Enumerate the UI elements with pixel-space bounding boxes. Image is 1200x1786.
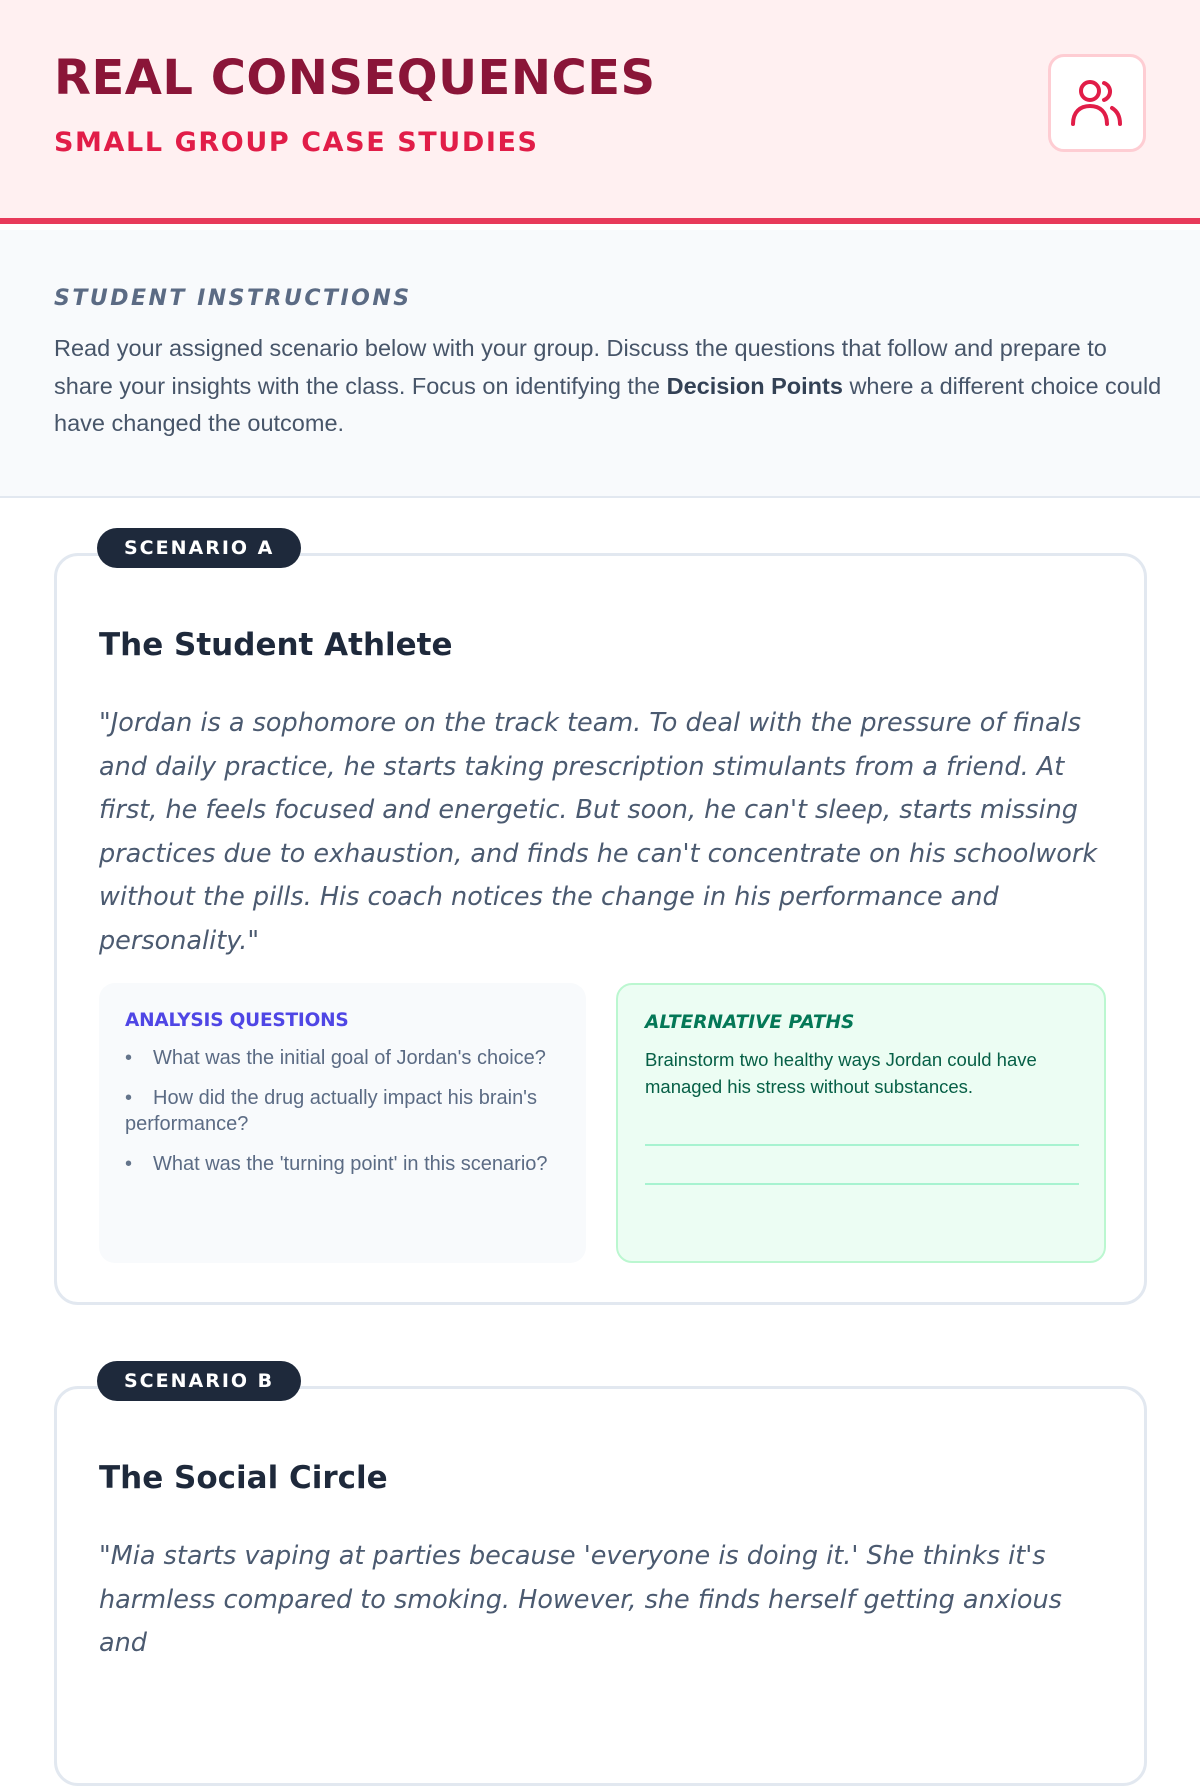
scenario-card-a xyxy=(54,537,1147,1305)
scenario-card-b xyxy=(54,1370,1147,1786)
users-icon xyxy=(1070,78,1124,128)
page-title: REAL CONSEQUENCES xyxy=(54,50,656,106)
bullet-icon: • xyxy=(125,1152,133,1175)
writing-line xyxy=(645,1183,1079,1185)
instructions-text-start: Read your assigned scenario below with your group. Discuss the questions that follow and prepare to share your insights with the class. Focus on identifying the xyxy=(54,335,1107,399)
list-item xyxy=(125,1151,560,1178)
header-icon-box xyxy=(1048,54,1146,152)
alternative-paths-box xyxy=(616,983,1106,1263)
page-header xyxy=(0,0,1200,224)
instructions-text-end: where a different choice could have changed the outcome. xyxy=(54,372,1162,436)
alternative-paths-heading: ALTERNATIVE PATHS xyxy=(645,1012,855,1033)
list-item xyxy=(125,1085,560,1138)
question-text: What was the 'turning point' in this scenario? xyxy=(153,1152,548,1175)
scenario-title: The Social Circle xyxy=(99,1460,388,1496)
analysis-questions-box xyxy=(99,983,586,1263)
bullet-icon: • xyxy=(125,1047,133,1069)
scenario-story: "Jordan is a sophomore on the track team. To deal with the pressure of finals and daily practice, he starts taking prescription stimulants from a friend. At first, he feels focused and energetic. But soon, he can't sleep, starts missing practices due to exhaustion, and finds he can't concentrate on his schoolwork without the pills. His coach notices the change in his performance and personality." xyxy=(99,708,1098,956)
page-subtitle: SMALL GROUP CASE STUDIES xyxy=(54,127,539,158)
list-item xyxy=(125,1045,560,1072)
scenario-badge: SCENARIO A xyxy=(97,528,301,568)
instructions-section xyxy=(0,230,1200,498)
scenario-story: "Mia starts vaping at parties because 'everyone is doing it.' She thinks it's harmless compared to smoking. However, she finds herself getting anxious and xyxy=(99,1541,1062,1658)
question-text: What was the initial goal of Jordan's choice? xyxy=(153,1047,546,1069)
writing-line xyxy=(645,1144,1079,1146)
analysis-heading: ANALYSIS QUESTIONS xyxy=(125,1010,349,1031)
question-text: How did the drug actually impact his brain's performance? xyxy=(125,1086,538,1135)
instructions-text xyxy=(54,330,1164,443)
bullet-icon: • xyxy=(125,1086,133,1109)
scenario-badge: SCENARIO B xyxy=(97,1361,301,1401)
instructions-heading: STUDENT INSTRUCTIONS xyxy=(54,286,412,311)
alternative-paths-prompt: Brainstorm two healthy ways Jordan could have managed his stress without substances. xyxy=(645,1049,1037,1097)
decision-points-emphasis: Decision Points xyxy=(666,372,843,399)
scenario-title: The Student Athlete xyxy=(99,627,453,663)
analysis-question-list xyxy=(125,1045,560,1177)
